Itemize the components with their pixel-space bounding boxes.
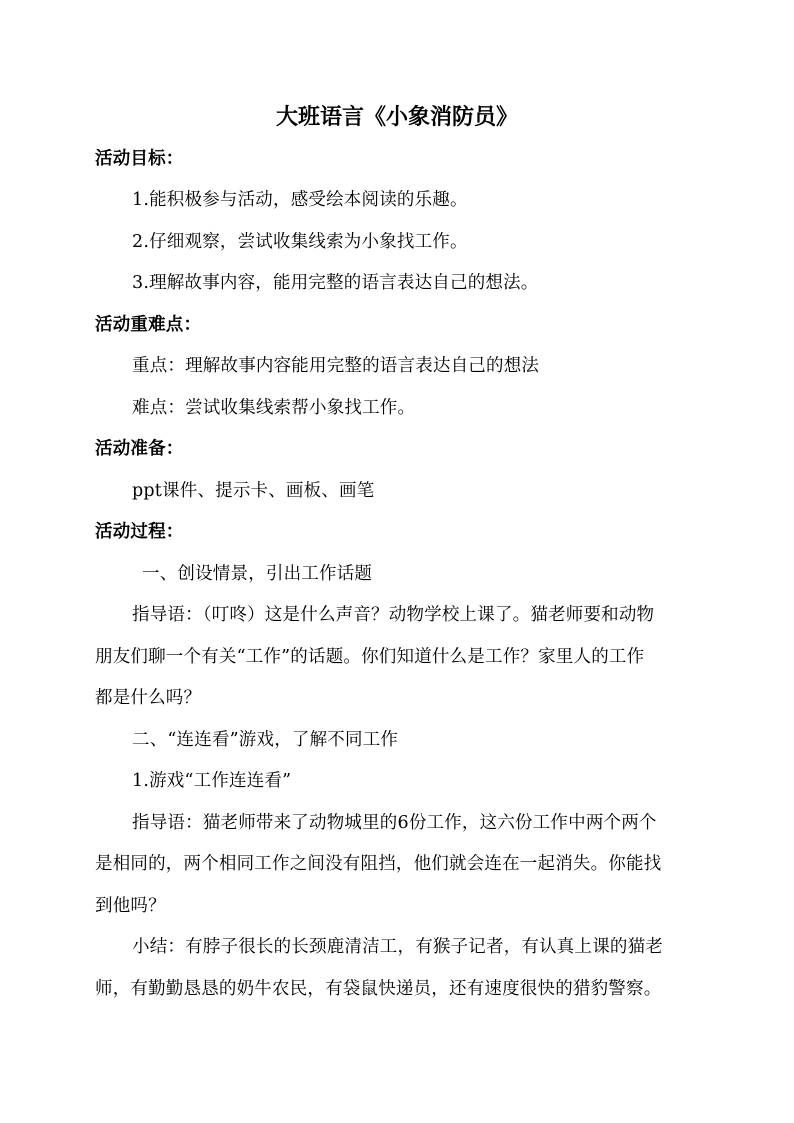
step2-title: 二、“连连看”游戏，了解不同工作 (132, 730, 399, 750)
goal-item-2: 2.仔细观察，尝试收集线索为小象找工作。 (132, 232, 468, 252)
step2-paragraph-line-1: 指导语：猫老师带来了动物城里的6份工作，这六份工作中两个两个 (132, 813, 657, 833)
key-point-difficulty: 难点：尝试收集线索帮小象找工作。 (132, 398, 416, 418)
key-point-focus: 重点：理解故事内容能用完整的语言表达自己的想法 (132, 356, 540, 376)
step2-paragraph-line-3: 到他吗？ (95, 896, 166, 916)
step2-paragraph-line-2: 是相同的，两个相同工作之间没有阻挡，他们就会连在一起消失。你能找 (95, 854, 662, 874)
prep-heading: 活动准备： (95, 439, 184, 459)
goal-item-1: 1.能积极参与活动，感受绘本阅读的乐趣。 (132, 190, 468, 210)
step1-paragraph-line-3: 都是什么吗？ (95, 688, 202, 708)
goal-item-3: 3.理解故事内容，能用完整的语言表达自己的想法。 (132, 273, 539, 293)
step1-paragraph-line-2: 朋友们聊一个有关“工作”的话题。你们知道什么是工作？家里人的工作 (95, 647, 645, 667)
step2-subtitle: 1.游戏“工作连连看” (132, 771, 292, 791)
document-title: 大班语言《小象消防员》 (275, 104, 518, 130)
key-heading: 活动重难点： (95, 315, 202, 335)
step1-title: 一、创设情景，引出工作话题 (142, 564, 373, 584)
goals-heading: 活动目标： (95, 149, 184, 169)
summary-line-2: 师，有勤勤恳恳的奶牛农民，有袋鼠快递员，还有速度很快的猎豹警察。 (95, 979, 662, 999)
prep-materials: ppt课件、提示卡、画板、画笔 (132, 481, 375, 501)
process-heading: 活动过程： (95, 522, 184, 542)
summary-line-1: 小结：有脖子很长的长颈鹿清洁工，有猴子记者，有认真上课的猫老 (132, 937, 663, 957)
step1-paragraph-line-1: 指导语：（叮咚）这是什么声音？动物学校上课了。猫老师要和动物 (132, 605, 655, 625)
